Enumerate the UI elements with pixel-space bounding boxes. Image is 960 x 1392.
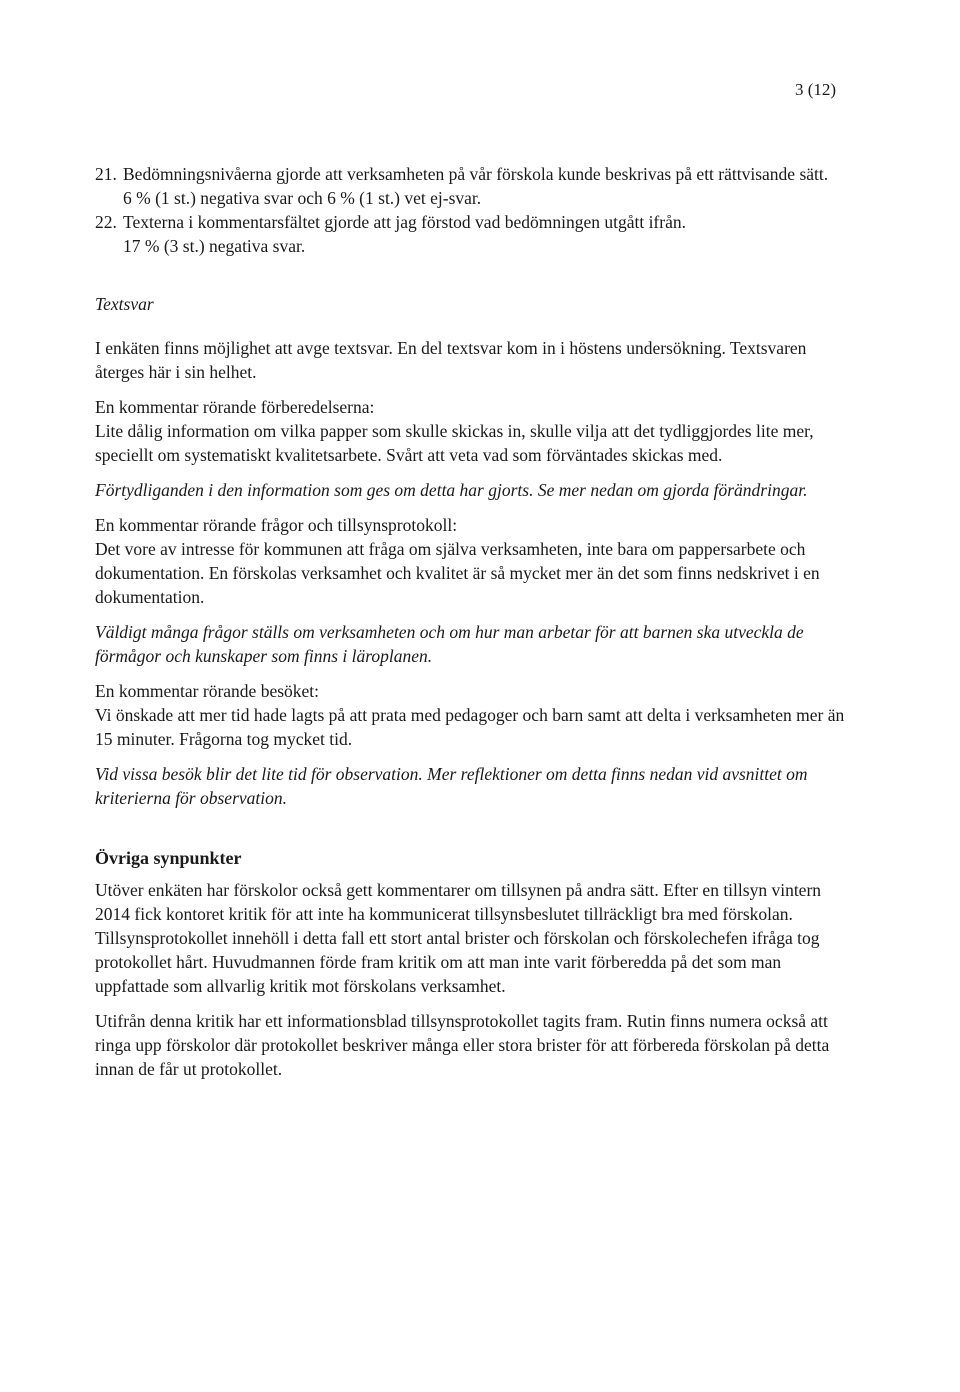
section-label-textsvar: Textsvar (95, 294, 154, 314)
comment-body: Lite dålig information om vilka papper som skulle skickas in, skulle vilja att det tydliggjordes lite mer, speciellt om systematiskt kvalitetsarbete. Svårt att veta vad som förväntades skickas med. (95, 421, 814, 465)
comment-body: Det vore av intresse för kommunen att fråga om själva verksamheten, inte bara om pappersarbete och dokumentation. En förskolas verksamhet och kvalitet är så mycket mer än det som finns nedskrivet i en dokumentation. (95, 539, 820, 607)
comment-heading: En kommentar rörande frågor och tillsynsprotokoll: (95, 515, 458, 535)
list-item (95, 210, 855, 258)
list-item-statement: Texterna i kommentarsfältet gjorde att jag förstod vad bedömningen utgått ifrån. (123, 212, 686, 232)
comment-response: Vid vissa besök blir det lite tid för observation. Mer reflektioner om detta finns nedan vid avsnittet om kriterierna för observation. (95, 764, 808, 808)
list-item-result: 6 % (1 st.) negativa svar och 6 % (1 st.) vet ej-svar. (123, 188, 482, 208)
comment-body: Vi önskade att mer tid hade lagts på att prata med pedagoger och barn samt att delta i verksamheten mer än 15 minuter. Frågorna tog mycket tid. (95, 705, 845, 749)
list-number: 21. (95, 164, 117, 184)
comment-response: Väldigt många frågor ställs om verksamheten och om hur man arbetar för att barnen ska utveckla de förmågor och kunskaper som finns i läroplanen. (95, 622, 804, 666)
textsvar-intro: I enkäten finns möjlighet att avge textsvar. En del textsvar kom in i höstens undersökning. Textsvaren återges här i sin helhet. (95, 338, 807, 382)
section-heading-ovriga: Övriga synpunkter (95, 848, 242, 868)
document-body (95, 162, 855, 1092)
list-number: 22. (95, 212, 117, 232)
list-item-statement: Bedömningsnivåerna gjorde att verksamheten på vår förskola kunde beskrivas på ett rättvisande sätt. (123, 164, 829, 184)
ovriga-paragraph: Utöver enkäten har förskolor också gett kommentarer om tillsynen på andra sätt. Efter en tillsyn vintern 2014 fick kontoret kritik för att inte ha kommunicerat tillsynsbeslutet tillräckligt bra med förskolan. Tillsynsprotokollet innehöll i detta fall ett stort antal brister och förskolan och förskolechefen ifråga tog protokollet hårt. Huvudmannen förde fram kritik om att man inte varit förberedda på det som man uppfattade som allvarlig kritik mot förskolans verksamhet. (95, 880, 822, 996)
list-item-result: 17 % (3 st.) negativa svar. (123, 236, 306, 256)
comment-heading: En kommentar rörande besöket: (95, 681, 320, 701)
list-item (95, 162, 855, 210)
comment-response: Förtydliganden i den information som ges om detta har gjorts. Se mer nedan om gjorda förändringar. (95, 480, 808, 500)
page-number: 3 (12) (795, 80, 837, 99)
ovriga-paragraph: Utifrån denna kritik har ett informationsblad tillsynsprotokollet tagits fram. Rutin finns numera också att ringa upp förskolor där protokollet beskriver många eller stora brister för att förbereda förskolan på detta innan de får ut protokollet. (95, 1011, 830, 1079)
comment-heading: En kommentar rörande förberedelserna: (95, 397, 375, 417)
